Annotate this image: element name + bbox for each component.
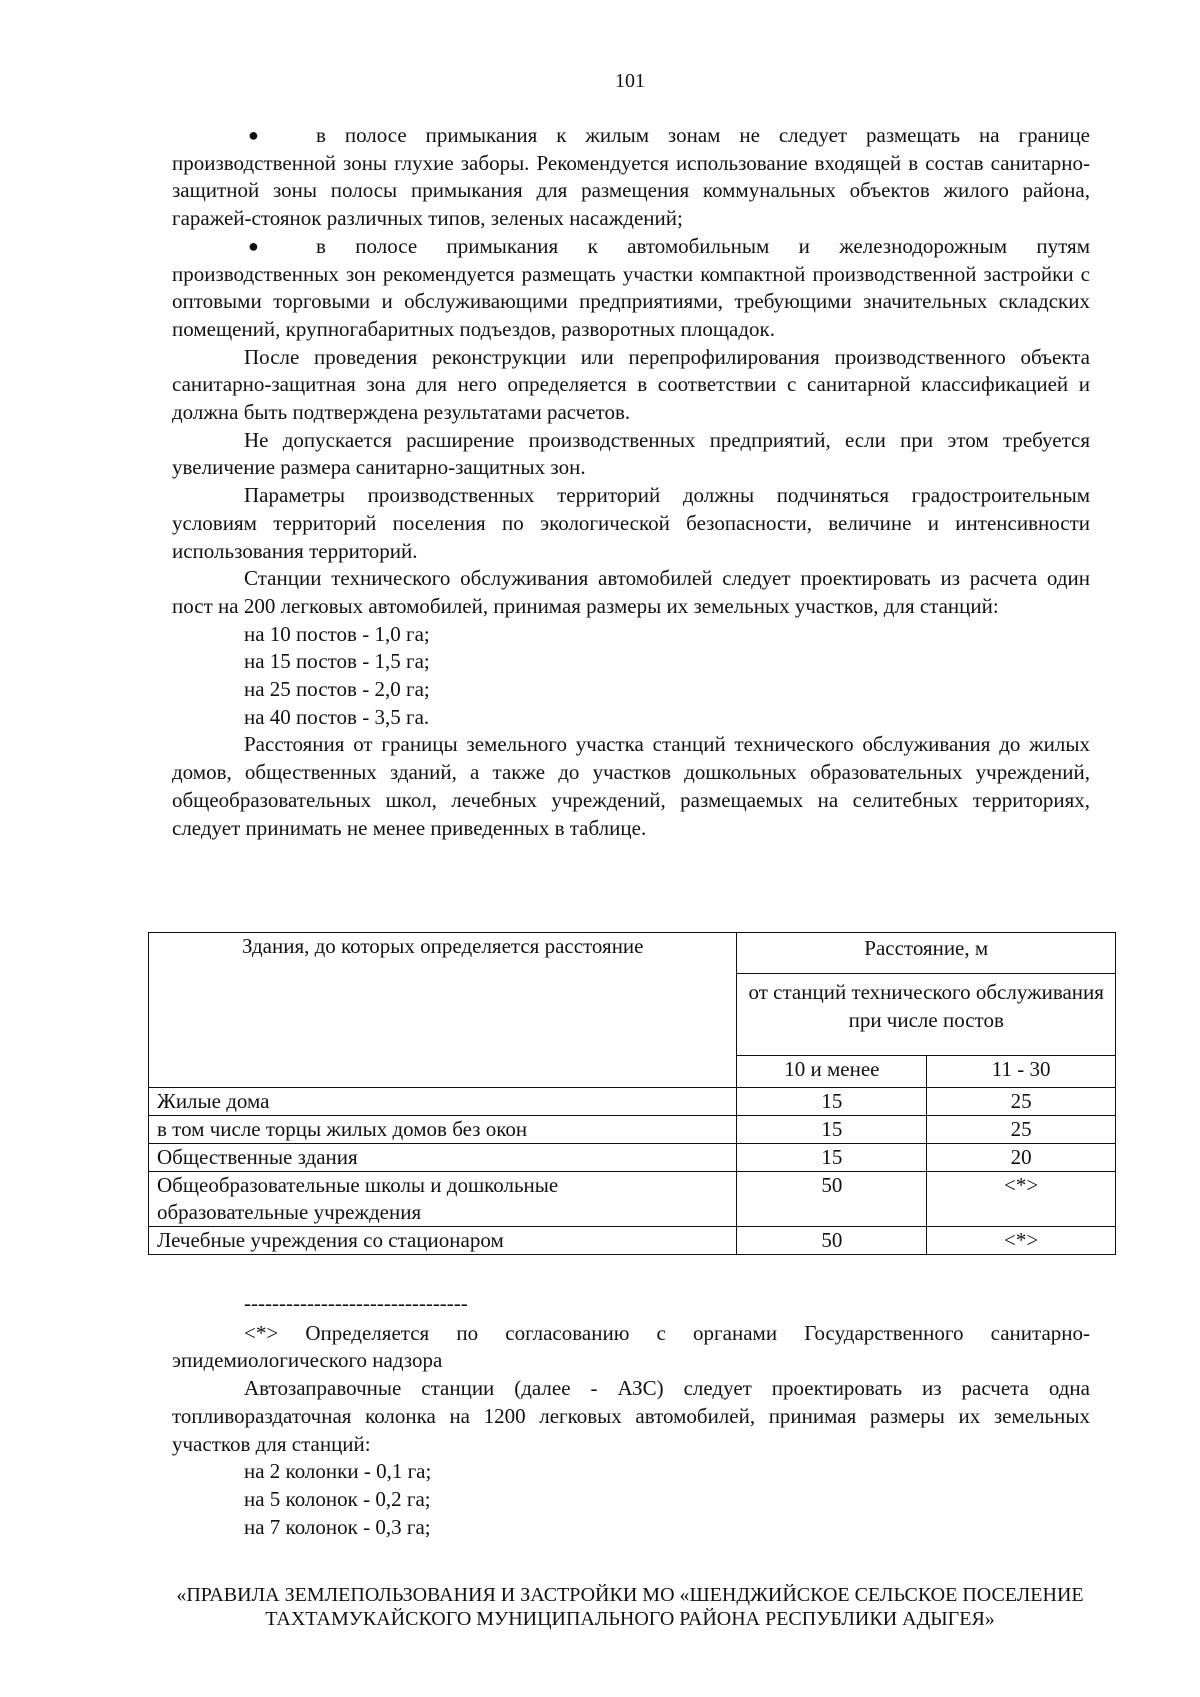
row-value-a: 15 bbox=[737, 1116, 927, 1144]
row-value-b: <*> bbox=[927, 1172, 1116, 1227]
row-value-b: 20 bbox=[927, 1144, 1116, 1172]
list-item: на 15 постов - 1,5 га; bbox=[244, 649, 430, 674]
table-row bbox=[149, 1088, 1116, 1116]
paragraph: Автозаправочные станции (далее - АЗС) следует проектировать из расчета одна топливораздаточная колонка на 1200 легковых автомобилей, принимая размеры их земельных участков для станций: bbox=[172, 1376, 1090, 1456]
row-name: Жилые дома bbox=[149, 1088, 737, 1116]
table-header-row bbox=[149, 933, 1116, 974]
footnote: <*> Определяется по согласованию с органами Государственного санитарно-эпидемиологического надзора bbox=[172, 1320, 1090, 1373]
table-row bbox=[149, 1116, 1116, 1144]
table-row bbox=[149, 1172, 1116, 1227]
footer-line: «ПРАВИЛА ЗЕМЛЕПОЛЬЗОВАНИЯ И ЗАСТРОЙКИ МО «ШЕНДЖИЙСКОЕ СЕЛЬСКОЕ ПОСЕЛЕНИЕ bbox=[176, 1584, 1084, 1606]
row-value-a: 50 bbox=[737, 1227, 927, 1255]
list-item: на 5 колонок - 0,2 га; bbox=[244, 1486, 431, 1511]
page-number: 101 bbox=[615, 70, 645, 92]
header-buildings: Здания, до которых определяется расстояние bbox=[149, 933, 737, 1088]
header-col-a: 10 и менее bbox=[737, 1056, 927, 1088]
paragraph: Расстояния от границы земельного участка станций технического обслуживания до жилых домов, общественных зданий, а также до участков дошкольных образовательных учреждений, общеобразовательных школ, лечебных учреждений, размещаемых на селитебных территориях, следует принимать не менее приведенных в таблице. bbox=[172, 732, 1090, 840]
paragraph: После проведения реконструкции или перепрофилирования производственного объекта санитарно-защитная зона для него определяется в соответствии с санитарной классификацией и должна быть подтверждена результатами расчетов. bbox=[172, 344, 1090, 425]
distance-table bbox=[148, 932, 1116, 1255]
paragraph: Станции технического обслуживания автомобилей следует проектировать из расчета один пост на 200 легковых автомобилей, принимая размеры их земельных участков, для станций: bbox=[172, 566, 1090, 618]
list-item: на 25 постов - 2,0 га; bbox=[244, 677, 430, 702]
list-item: на 40 постов - 3,5 га. bbox=[244, 704, 430, 729]
row-value-a: 15 bbox=[737, 1144, 927, 1172]
table-row bbox=[149, 1144, 1116, 1172]
row-name: Лечебные учреждения со стационаром bbox=[149, 1227, 737, 1255]
row-value-a: 50 bbox=[737, 1172, 927, 1227]
bullet-item: ● в полосе примыкания к жилым зонам не следует размещать на границе производственной зоны глухие заборы. Рекомендуется использование входящей в состав санитарно-защитной зоны полосы примыкания для размещения коммунальных объектов жилого района, гаражей-стоянок различных типов, зеленых насаждений; bbox=[172, 123, 1090, 231]
row-value-a: 15 bbox=[737, 1088, 927, 1116]
bullet-icon: ● bbox=[248, 235, 259, 256]
footnote-separator: -------------------------------- bbox=[244, 1291, 468, 1315]
footnote-section bbox=[172, 1290, 1090, 1541]
row-name: Общественные здания bbox=[149, 1144, 737, 1172]
row-name: в том числе торцы жилых домов без окон bbox=[149, 1116, 737, 1144]
paragraph: Параметры производственных территорий должны подчиняться градостроительным условиям территорий поселения по экологической безопасности, величине и интенсивности использования территорий. bbox=[172, 483, 1090, 563]
row-value-b: <*> bbox=[927, 1227, 1116, 1255]
bullet-item: ● в полосе примыкания к автомобильным и железнодорожным путям производственных зон рекомендуется размещать участки компактной производственной застройки с оптовыми торговыми и обслуживающими предприятиями, требующими значительных складских помещений, крупногабаритных подъездов, разворотных площадок. bbox=[172, 233, 1090, 341]
row-name: Общеобразовательные школы и дошкольные образовательные учреждения bbox=[149, 1172, 737, 1227]
paragraph: Не допускается расширение производственных предприятий, если при этом требуется увеличение размера санитарно-защитных зон. bbox=[172, 427, 1090, 480]
header-sub: от станций технического обслуживания при числе постов bbox=[737, 974, 1116, 1056]
list-item: на 2 колонки - 0,1 га; bbox=[244, 1459, 432, 1484]
document-body bbox=[172, 122, 1090, 842]
row-value-b: 25 bbox=[927, 1116, 1116, 1144]
list-item: на 7 колонок - 0,3 га; bbox=[244, 1514, 431, 1539]
bullet-icon: ● bbox=[248, 125, 259, 145]
header-col-b: 11 - 30 bbox=[927, 1056, 1116, 1088]
table-row bbox=[149, 1227, 1116, 1255]
page-footer bbox=[130, 1583, 1130, 1631]
row-value-b: 25 bbox=[927, 1088, 1116, 1116]
footer-line: ТАХТАМУКАЙСКОГО МУНИЦИПАЛЬНОГО РАЙОНА РЕСПУБЛИКИ АДЫГЕЯ» bbox=[265, 1608, 995, 1630]
list-item: на 10 постов - 1,0 га; bbox=[244, 621, 430, 646]
header-distance: Расстояние, м bbox=[737, 933, 1116, 974]
